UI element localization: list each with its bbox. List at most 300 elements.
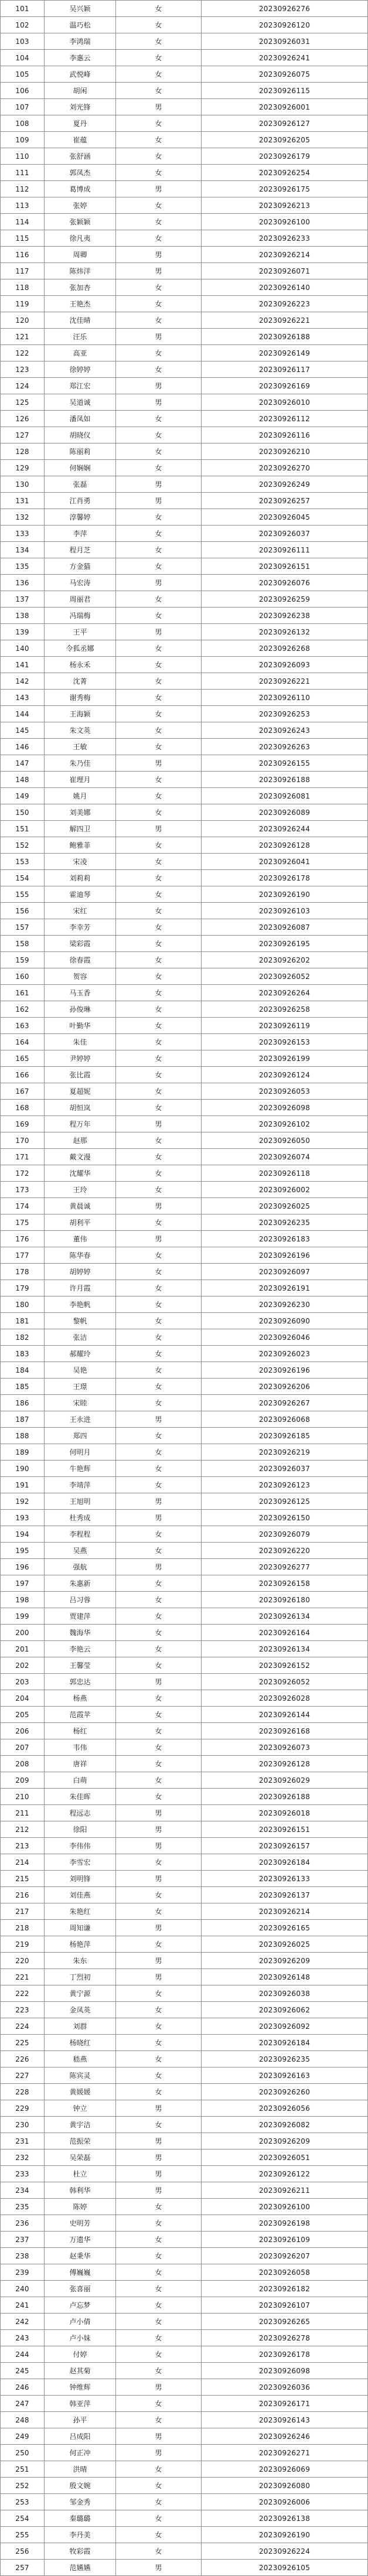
id-number-cell: 20230926263 xyxy=(202,739,368,755)
id-number-cell: 20230926116 xyxy=(202,427,368,443)
gender-cell: 女 xyxy=(116,772,202,787)
row-number-cell: 171 xyxy=(1,1149,45,1165)
gender-cell: 男 xyxy=(116,2560,202,2575)
gender-cell: 女 xyxy=(116,1050,202,1066)
name-cell: 叶勤华 xyxy=(45,1018,116,1033)
table-row xyxy=(1,1592,368,1608)
row-number-cell: 202 xyxy=(1,1657,45,1673)
gender-cell: 女 xyxy=(116,2346,202,2362)
id-number-cell: 20230926107 xyxy=(202,2297,368,2313)
gender-cell: 女 xyxy=(116,296,202,312)
gender-cell: 男 xyxy=(116,575,202,591)
row-number-cell: 115 xyxy=(1,230,45,246)
table-row xyxy=(1,50,368,66)
gender-cell: 女 xyxy=(116,66,202,82)
id-number-cell: 20230926051 xyxy=(202,2149,368,2165)
id-number-cell: 20230926052 xyxy=(202,968,368,984)
name-cell: 朱东 xyxy=(45,1953,116,1968)
id-number-cell: 20230926098 xyxy=(202,1100,368,1115)
name-cell: 嵇燕 xyxy=(45,2051,116,2067)
name-cell: 孙平 xyxy=(45,2412,116,2428)
table-row xyxy=(1,279,368,296)
gender-cell: 女 xyxy=(116,1346,202,1362)
row-number-cell: 114 xyxy=(1,214,45,230)
table-row xyxy=(1,870,368,886)
name-cell: 范嬿嬿 xyxy=(45,2560,116,2575)
gender-cell: 女 xyxy=(116,1707,202,1722)
id-number-cell: 20230926188 xyxy=(202,1789,368,1804)
gender-cell: 女 xyxy=(116,657,202,673)
row-number-cell: 102 xyxy=(1,17,45,33)
name-cell: 胡闲 xyxy=(45,83,116,98)
gender-cell: 女 xyxy=(116,1772,202,1788)
name-cell: 史明芳 xyxy=(45,2215,116,2231)
id-number-cell: 20230926087 xyxy=(202,919,368,935)
row-number-cell: 140 xyxy=(1,640,45,656)
row-number-cell: 246 xyxy=(1,2379,45,2395)
row-number-cell: 135 xyxy=(1,558,45,574)
name-cell: 黄宇洁 xyxy=(45,2117,116,2133)
name-cell: 吕习蓉 xyxy=(45,1592,116,1608)
id-number-cell: 20230926149 xyxy=(202,345,368,361)
row-number-cell: 250 xyxy=(1,2445,45,2461)
id-number-cell: 20230926219 xyxy=(202,1444,368,1460)
gender-cell: 女 xyxy=(116,1690,202,1706)
name-cell: 贺容 xyxy=(45,968,116,984)
table-row xyxy=(1,1903,368,1920)
name-cell: 邹金秀 xyxy=(45,2494,116,2510)
gender-cell: 男 xyxy=(116,1559,202,1575)
row-number-cell: 249 xyxy=(1,2428,45,2444)
id-number-cell: 20230926124 xyxy=(202,1067,368,1083)
table-row xyxy=(1,985,368,1001)
gender-cell: 女 xyxy=(116,985,202,1001)
table-row xyxy=(1,821,368,837)
table-row xyxy=(1,361,368,378)
row-number-cell: 188 xyxy=(1,1428,45,1444)
id-number-cell: 20230926153 xyxy=(202,1034,368,1050)
name-cell: 冯瑞梅 xyxy=(45,608,116,623)
id-number-cell: 20230926110 xyxy=(202,690,368,705)
name-cell: 马玉香 xyxy=(45,985,116,1001)
id-number-cell: 20230926249 xyxy=(202,476,368,492)
gender-cell: 女 xyxy=(116,2248,202,2264)
row-number-cell: 168 xyxy=(1,1100,45,1115)
row-number-cell: 128 xyxy=(1,443,45,459)
gender-cell: 女 xyxy=(116,50,202,66)
row-number-cell: 110 xyxy=(1,148,45,164)
gender-cell: 女 xyxy=(116,886,202,902)
gender-cell: 女 xyxy=(116,230,202,246)
id-number-cell: 20230926122 xyxy=(202,2166,368,2182)
row-number-cell: 197 xyxy=(1,1575,45,1591)
row-number-cell: 221 xyxy=(1,1969,45,1985)
table-row xyxy=(1,1920,368,1936)
table-row xyxy=(1,1067,368,1083)
gender-cell: 男 xyxy=(116,2100,202,2116)
gender-cell: 男 xyxy=(116,1871,202,1886)
gender-cell: 女 xyxy=(116,854,202,869)
gender-cell: 女 xyxy=(116,2067,202,2083)
gender-cell: 男 xyxy=(116,2166,202,2182)
row-number-cell: 233 xyxy=(1,2166,45,2182)
id-number-cell: 20230926220 xyxy=(202,1543,368,1558)
row-number-cell: 185 xyxy=(1,1379,45,1394)
name-cell: 朱佳 xyxy=(45,1034,116,1050)
name-cell: 韩利华 xyxy=(45,2182,116,2198)
name-cell: 李程程 xyxy=(45,1526,116,1542)
gender-cell: 女 xyxy=(116,526,202,541)
id-number-cell: 20230926207 xyxy=(202,2248,368,2264)
row-number-cell: 143 xyxy=(1,690,45,705)
gender-cell: 女 xyxy=(116,640,202,656)
name-cell: 卢小倩 xyxy=(45,2314,116,2329)
gender-cell: 女 xyxy=(116,1641,202,1657)
row-number-cell: 255 xyxy=(1,2527,45,2543)
gender-cell: 女 xyxy=(116,148,202,164)
name-cell: 杨燕 xyxy=(45,1690,116,1706)
id-number-cell: 20230926267 xyxy=(202,1395,368,1411)
id-number-cell: 20230926198 xyxy=(202,2215,368,2231)
row-number-cell: 101 xyxy=(1,1,45,16)
row-number-cell: 212 xyxy=(1,1821,45,1837)
gender-cell: 女 xyxy=(116,1083,202,1099)
id-number-cell: 20230926115 xyxy=(202,83,368,98)
name-cell: 淳馨婷 xyxy=(45,509,116,525)
gender-cell: 女 xyxy=(116,2281,202,2297)
table-row xyxy=(1,2330,368,2346)
gender-cell: 女 xyxy=(116,1903,202,1919)
name-cell: 徐春霞 xyxy=(45,952,116,968)
row-number-cell: 116 xyxy=(1,247,45,262)
gender-cell: 女 xyxy=(116,2264,202,2280)
row-number-cell: 112 xyxy=(1,181,45,197)
name-cell: 梁彩霞 xyxy=(45,936,116,951)
gender-cell: 女 xyxy=(116,312,202,328)
name-cell: 王旭明 xyxy=(45,1493,116,1509)
table-row xyxy=(1,2149,368,2166)
row-number-cell: 149 xyxy=(1,788,45,804)
gender-cell: 女 xyxy=(116,345,202,361)
id-number-cell: 20230926171 xyxy=(202,2396,368,2411)
gender-cell: 女 xyxy=(116,2117,202,2133)
table-row xyxy=(1,1608,368,1625)
table-row xyxy=(1,854,368,870)
name-cell: 王玲 xyxy=(45,1182,116,1197)
table-row xyxy=(1,1723,368,1739)
name-cell: 陈丽莉 xyxy=(45,443,116,459)
name-cell: 夏丹 xyxy=(45,115,116,131)
table-row xyxy=(1,181,368,197)
name-cell: 郑江宏 xyxy=(45,378,116,394)
row-number-cell: 215 xyxy=(1,1871,45,1886)
table-row xyxy=(1,673,368,690)
gender-cell: 女 xyxy=(116,1739,202,1755)
name-cell: 郝耀玲 xyxy=(45,1346,116,1362)
row-number-cell: 144 xyxy=(1,706,45,722)
gender-cell: 男 xyxy=(116,755,202,771)
gender-cell: 女 xyxy=(116,2363,202,2379)
name-cell: 陈宾灵 xyxy=(45,2067,116,2083)
name-cell: 郑四 xyxy=(45,1428,116,1444)
id-number-cell: 20230926090 xyxy=(202,1313,368,1329)
name-cell: 王永进 xyxy=(45,1411,116,1427)
gender-cell: 女 xyxy=(116,1329,202,1345)
row-number-cell: 156 xyxy=(1,903,45,919)
table-row xyxy=(1,1657,368,1674)
name-cell: 刘光锋 xyxy=(45,99,116,115)
row-number-cell: 133 xyxy=(1,526,45,541)
name-cell: 汪乐 xyxy=(45,329,116,344)
id-number-cell: 20230926278 xyxy=(202,2330,368,2346)
id-number-cell: 20230926211 xyxy=(202,2182,368,2198)
gender-cell: 男 xyxy=(116,263,202,279)
row-number-cell: 227 xyxy=(1,2067,45,2083)
row-number-cell: 181 xyxy=(1,1313,45,1329)
id-number-cell: 20230926235 xyxy=(202,1214,368,1230)
id-number-cell: 20230926260 xyxy=(202,2084,368,2100)
table-row xyxy=(1,1526,368,1543)
table-row xyxy=(1,1313,368,1329)
id-number-cell: 20230926143 xyxy=(202,2412,368,2428)
id-number-cell: 20230926117 xyxy=(202,361,368,377)
gender-cell: 女 xyxy=(116,1854,202,1870)
id-number-cell: 20230926134 xyxy=(202,1641,368,1657)
gender-cell: 女 xyxy=(116,2002,202,2018)
table-row xyxy=(1,509,368,526)
gender-cell: 女 xyxy=(116,2461,202,2477)
gender-cell: 女 xyxy=(116,2297,202,2313)
gender-cell: 女 xyxy=(116,2035,202,2050)
name-cell: 魏海华 xyxy=(45,1625,116,1640)
row-number-cell: 155 xyxy=(1,886,45,902)
name-cell: 王艳杰 xyxy=(45,296,116,312)
id-number-cell: 20230926075 xyxy=(202,66,368,82)
row-number-cell: 208 xyxy=(1,1756,45,1772)
name-cell: 朱乃佳 xyxy=(45,755,116,771)
row-number-cell: 164 xyxy=(1,1034,45,1050)
name-cell: 杨晓红 xyxy=(45,2035,116,2050)
row-number-cell: 228 xyxy=(1,2084,45,2100)
table-row xyxy=(1,936,368,952)
table-row xyxy=(1,2281,368,2297)
id-number-cell: 20230926178 xyxy=(202,870,368,886)
id-number-cell: 20230926235 xyxy=(202,2051,368,2067)
gender-cell: 女 xyxy=(116,427,202,443)
gender-cell: 女 xyxy=(116,1789,202,1804)
id-number-cell: 20230926052 xyxy=(202,1674,368,1690)
name-cell: 李艳云 xyxy=(45,1641,116,1657)
gender-cell: 女 xyxy=(116,1,202,16)
table-row xyxy=(1,2035,368,2051)
table-row xyxy=(1,919,368,936)
gender-cell: 女 xyxy=(116,903,202,919)
row-number-cell: 172 xyxy=(1,1165,45,1181)
row-number-cell: 223 xyxy=(1,2002,45,2018)
table-row xyxy=(1,2494,368,2510)
id-number-cell: 20230926221 xyxy=(202,312,368,328)
gender-cell: 女 xyxy=(116,1985,202,2001)
name-cell: 张舒涵 xyxy=(45,148,116,164)
name-cell: 洪晴 xyxy=(45,2461,116,2477)
table-row xyxy=(1,2543,368,2560)
table-row xyxy=(1,296,368,312)
name-cell: 宋红 xyxy=(45,903,116,919)
name-cell: 温巧松 xyxy=(45,17,116,33)
name-cell: 刘明锋 xyxy=(45,1871,116,1886)
gender-cell: 女 xyxy=(116,2396,202,2411)
table-row xyxy=(1,772,368,788)
name-cell: 刘美娜 xyxy=(45,804,116,820)
table-row xyxy=(1,2560,368,2576)
gender-cell: 女 xyxy=(116,2330,202,2346)
name-cell: 何娴娴 xyxy=(45,460,116,476)
row-number-cell: 154 xyxy=(1,870,45,886)
table-row xyxy=(1,2445,368,2461)
table-row xyxy=(1,886,368,903)
name-cell: 卢忘梦 xyxy=(45,2297,116,2313)
row-number-cell: 245 xyxy=(1,2363,45,2379)
row-number-cell: 111 xyxy=(1,165,45,180)
gender-cell: 男 xyxy=(116,247,202,262)
table-row xyxy=(1,2215,368,2232)
id-number-cell: 20230926102 xyxy=(202,1116,368,1132)
name-cell: 牧彩霞 xyxy=(45,2543,116,2559)
id-number-cell: 20230926157 xyxy=(202,1838,368,1854)
gender-cell: 女 xyxy=(116,690,202,705)
gender-cell: 女 xyxy=(116,2543,202,2559)
row-number-cell: 251 xyxy=(1,2461,45,2477)
gender-cell: 男 xyxy=(116,1969,202,1985)
id-number-cell: 20230926196 xyxy=(202,1247,368,1263)
row-number-cell: 118 xyxy=(1,279,45,295)
table-row xyxy=(1,608,368,624)
id-number-cell: 20230926082 xyxy=(202,2117,368,2133)
name-cell: 李萍 xyxy=(45,526,116,541)
table-row xyxy=(1,2084,368,2100)
row-number-cell: 207 xyxy=(1,1739,45,1755)
table-row xyxy=(1,394,368,411)
table-row xyxy=(1,1641,368,1657)
row-number-cell: 147 xyxy=(1,755,45,771)
name-cell: 陈炜洋 xyxy=(45,263,116,279)
id-number-cell: 20230926041 xyxy=(202,854,368,869)
name-cell: 卢小妹 xyxy=(45,2330,116,2346)
name-cell: 吕成阳 xyxy=(45,2428,116,2444)
name-cell: 韩亚萍 xyxy=(45,2396,116,2411)
row-number-cell: 241 xyxy=(1,2297,45,2313)
table-row xyxy=(1,1001,368,1018)
id-number-cell: 20230926238 xyxy=(202,608,368,623)
table-row xyxy=(1,657,368,673)
row-number-cell: 165 xyxy=(1,1050,45,1066)
row-number-cell: 222 xyxy=(1,1985,45,2001)
id-number-cell: 20230926058 xyxy=(202,2264,368,2280)
table-row xyxy=(1,427,368,443)
name-cell: 陈婷 xyxy=(45,2199,116,2215)
gender-cell: 女 xyxy=(116,411,202,427)
table-row xyxy=(1,1789,368,1805)
row-number-cell: 253 xyxy=(1,2494,45,2510)
row-number-cell: 230 xyxy=(1,2117,45,2133)
row-number-cell: 240 xyxy=(1,2281,45,2297)
name-cell: 崔蕴 xyxy=(45,132,116,148)
row-number-cell: 184 xyxy=(1,1362,45,1378)
id-number-cell: 20230926103 xyxy=(202,903,368,919)
id-number-cell: 20230926148 xyxy=(202,1969,368,1985)
gender-cell: 女 xyxy=(116,1723,202,1739)
table-row xyxy=(1,1477,368,1493)
table-row xyxy=(1,1953,368,1969)
table-row xyxy=(1,312,368,329)
table-row xyxy=(1,1461,368,1477)
row-number-cell: 214 xyxy=(1,1854,45,1870)
row-number-cell: 131 xyxy=(1,493,45,509)
id-number-cell: 20230926134 xyxy=(202,1608,368,1624)
row-number-cell: 108 xyxy=(1,115,45,131)
name-cell: 孙俊琳 xyxy=(45,1001,116,1017)
gender-cell: 女 xyxy=(116,706,202,722)
name-cell: 朱佳晖 xyxy=(45,1789,116,1804)
table-row xyxy=(1,903,368,919)
row-number-cell: 153 xyxy=(1,854,45,869)
table-row xyxy=(1,1296,368,1313)
name-cell: 刘莉莉 xyxy=(45,870,116,886)
name-cell: 马宏涛 xyxy=(45,575,116,591)
gender-cell: 男 xyxy=(116,99,202,115)
id-number-cell: 20230926068 xyxy=(202,1411,368,1427)
gender-cell: 男 xyxy=(116,1821,202,1837)
row-number-cell: 213 xyxy=(1,1838,45,1854)
id-number-cell: 20230926152 xyxy=(202,1657,368,1673)
table-row xyxy=(1,17,368,33)
id-number-cell: 20230926199 xyxy=(202,1050,368,1066)
id-number-cell: 20230926165 xyxy=(202,1920,368,1936)
id-number-cell: 20230926259 xyxy=(202,591,368,607)
row-number-cell: 239 xyxy=(1,2264,45,2280)
gender-cell: 女 xyxy=(116,673,202,689)
gender-cell: 女 xyxy=(116,460,202,476)
name-cell: 姚月 xyxy=(45,788,116,804)
row-number-cell: 180 xyxy=(1,1296,45,1312)
gender-cell: 女 xyxy=(116,1477,202,1493)
row-number-cell: 152 xyxy=(1,837,45,853)
gender-cell: 女 xyxy=(116,1264,202,1280)
table-row xyxy=(1,1575,368,1592)
id-number-cell: 20230926120 xyxy=(202,17,368,33)
row-number-cell: 252 xyxy=(1,2478,45,2493)
row-number-cell: 174 xyxy=(1,1198,45,1214)
gender-cell: 男 xyxy=(116,1805,202,1821)
gender-cell: 女 xyxy=(116,1461,202,1476)
table-row xyxy=(1,2182,368,2199)
gender-cell: 女 xyxy=(116,1149,202,1165)
row-number-cell: 248 xyxy=(1,2412,45,2428)
row-number-cell: 191 xyxy=(1,1477,45,1493)
table-row xyxy=(1,2297,368,2314)
row-number-cell: 257 xyxy=(1,2560,45,2575)
id-number-cell: 20230926036 xyxy=(202,2379,368,2395)
name-cell: 吴艳 xyxy=(45,1362,116,1378)
name-cell: 沈菁 xyxy=(45,673,116,689)
gender-cell: 男 xyxy=(116,1674,202,1690)
table-row xyxy=(1,1428,368,1444)
name-cell: 朱惠新 xyxy=(45,1575,116,1591)
gender-cell: 女 xyxy=(116,197,202,213)
row-number-cell: 247 xyxy=(1,2396,45,2411)
row-number-cell: 179 xyxy=(1,1280,45,1296)
name-cell: 黄媛媛 xyxy=(45,2084,116,2100)
